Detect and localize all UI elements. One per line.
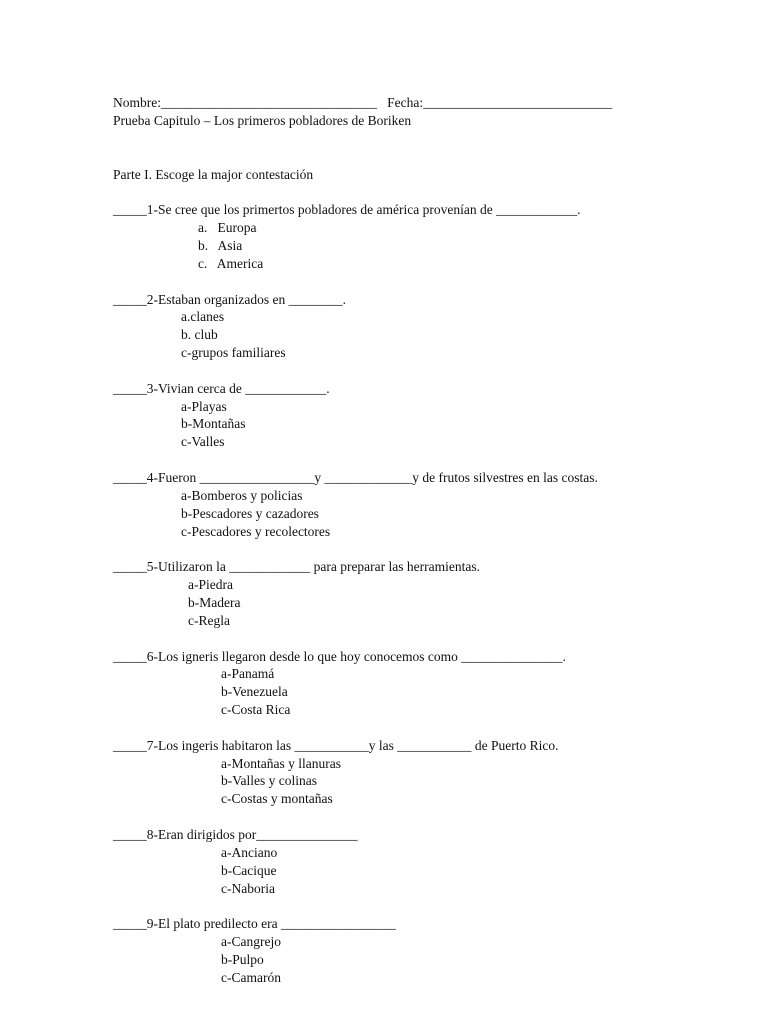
q3-option-a: a-Playas bbox=[181, 399, 227, 414]
question-8: _____8-Eran dirigidos por_______________ bbox=[113, 827, 358, 842]
section-heading: Parte I. Escoge la major contestación bbox=[113, 167, 314, 182]
question-7: _____7-Los ingeris habitaron las ___________y las ___________ de Puerto Rico. bbox=[113, 738, 559, 753]
q8-option-b: b-Cacique bbox=[221, 863, 277, 878]
q5-option-b: b-Madera bbox=[188, 595, 241, 610]
q8-option-a: a-Anciano bbox=[221, 845, 278, 860]
q9-option-c: c-Camarón bbox=[221, 970, 281, 985]
question-9: _____9-El plato predilecto era _________________ bbox=[113, 916, 396, 931]
question-3: _____3-Vivian cerca de ____________. bbox=[113, 381, 330, 396]
q4-option-a: a-Bomberos y policias bbox=[181, 488, 303, 503]
q1-option-b: b. Asia bbox=[198, 238, 243, 253]
q3-option-b: b-Montañas bbox=[181, 416, 246, 431]
question-6: _____6-Los igneris llegaron desde lo que hoy conocemos como _______________. bbox=[113, 649, 566, 664]
q2-option-b: b. club bbox=[181, 327, 218, 342]
q6-option-a: a-Panamá bbox=[221, 666, 275, 681]
question-2: _____2-Estaban organizados en ________. bbox=[113, 292, 346, 307]
q2-option-c: c-grupos familiares bbox=[181, 345, 286, 360]
question-1: _____1-Se cree que los primertos pobladores de américa provenían de ____________. bbox=[113, 202, 581, 217]
q7-option-a: a-Montañas y llanuras bbox=[221, 756, 341, 771]
q4-option-b: b-Pescadores y cazadores bbox=[181, 506, 319, 521]
q1-option-c: c. America bbox=[198, 256, 264, 271]
question-4: _____4-Fueron _________________y _____________y de frutos silvestres en las costas. bbox=[113, 470, 598, 485]
q5-option-c: c-Regla bbox=[188, 613, 230, 628]
q5-option-a: a-Piedra bbox=[188, 577, 233, 592]
q6-option-c: c-Costa Rica bbox=[221, 702, 291, 717]
name-date-line: Nombre:________________________________ Fecha:____________________________ bbox=[113, 95, 613, 110]
q4-option-c: c-Pescadores y recolectores bbox=[181, 524, 331, 539]
q9-option-b: b-Pulpo bbox=[221, 952, 264, 967]
q8-option-c: c-Naboria bbox=[221, 881, 275, 896]
q6-option-b: b-Venezuela bbox=[221, 684, 288, 699]
worksheet-title: Prueba Capitulo – Los primeros pobladores de Boriken bbox=[113, 113, 412, 128]
q3-option-c: c-Valles bbox=[181, 434, 225, 449]
q7-option-c: c-Costas y montañas bbox=[221, 791, 333, 806]
q2-option-a: a.clanes bbox=[181, 309, 225, 324]
q1-option-a: a. Europa bbox=[198, 220, 257, 235]
question-5: _____5-Utilizaron la ____________ para preparar las herramientas. bbox=[113, 559, 480, 574]
q9-option-a: a-Cangrejo bbox=[221, 934, 281, 949]
q7-option-b: b-Valles y colinas bbox=[221, 773, 317, 788]
